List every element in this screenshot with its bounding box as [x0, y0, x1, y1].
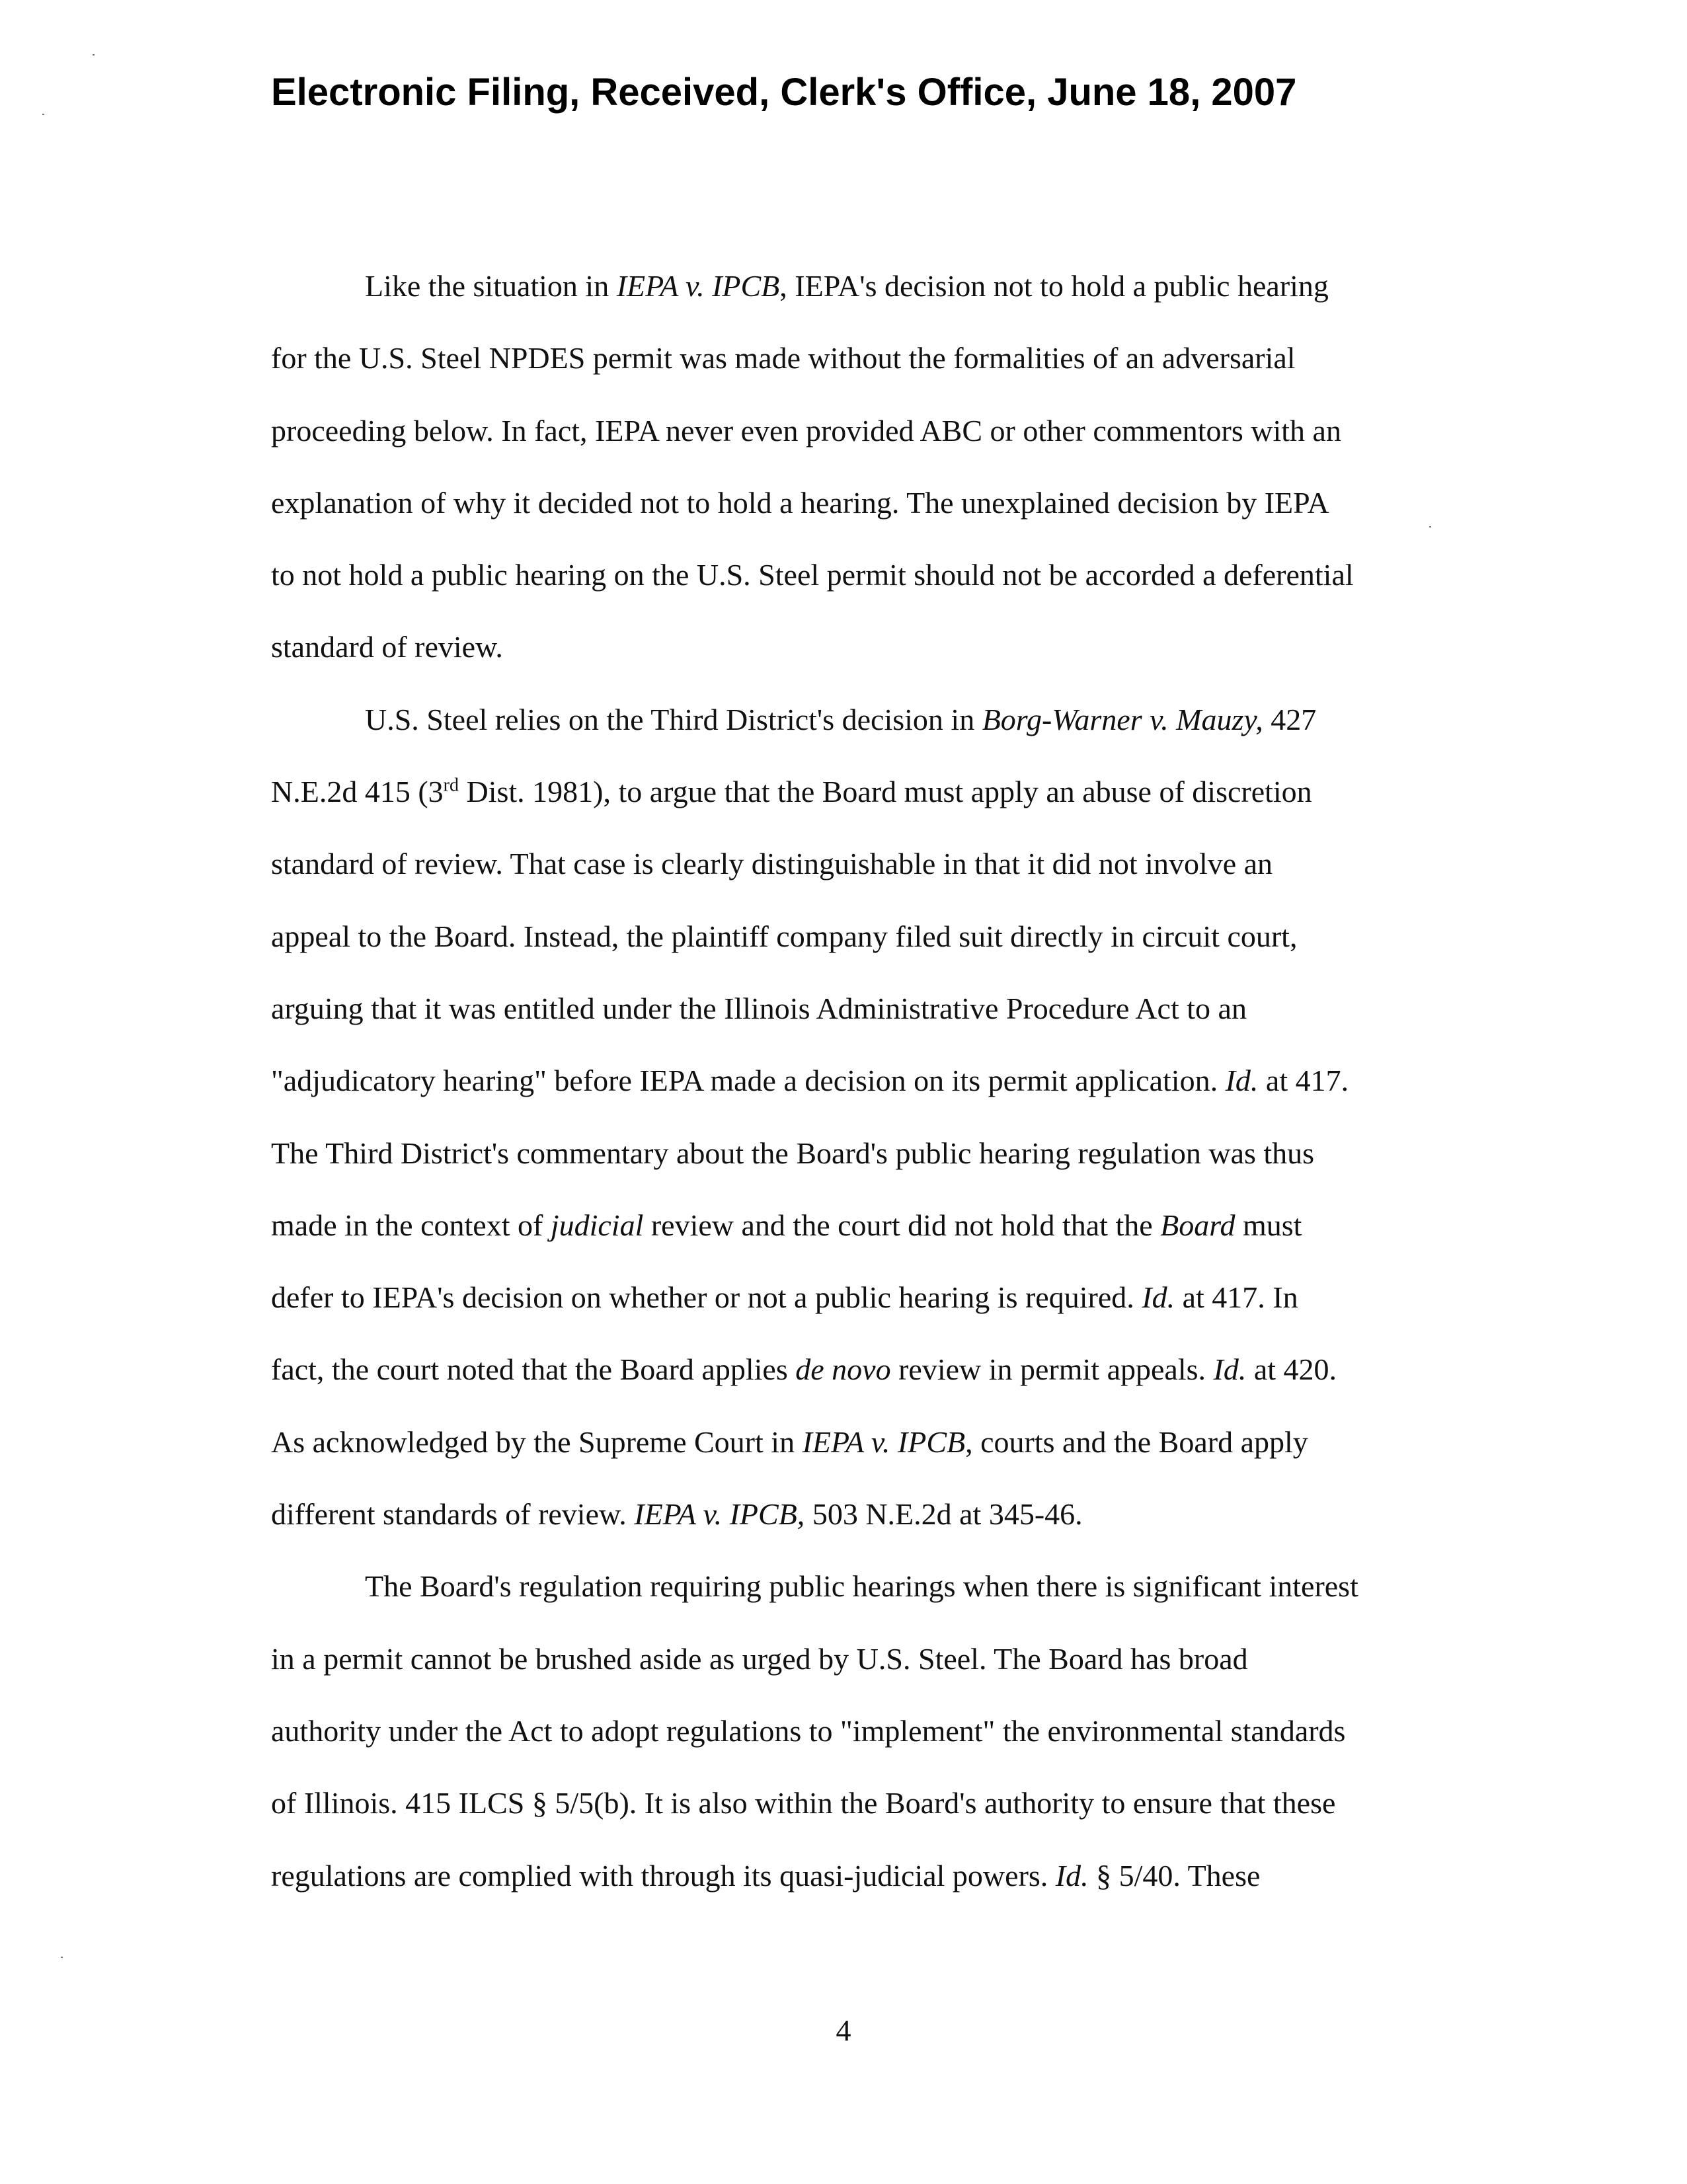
text-line: [271, 611, 1421, 683]
text-segment: review and the court did not hold that the: [643, 1208, 1161, 1242]
text-line: [271, 683, 1421, 756]
text-segment: made in the context of: [271, 1208, 551, 1242]
text-segment: 427: [1263, 702, 1317, 736]
text-segment: U.S. Steel relies on the Third District's decision in: [365, 702, 982, 736]
italic-citation: Id.: [1225, 1064, 1259, 1098]
text-line: [271, 756, 1421, 828]
text-line: [271, 1550, 1421, 1622]
text-line: [271, 1840, 1421, 1912]
text-segment: arguing that it was entitled under the Illinois Administrative Procedure Act to an: [271, 991, 1247, 1025]
text-line: [271, 1189, 1421, 1261]
text-line: [271, 467, 1421, 539]
text-line: [271, 1117, 1421, 1189]
text-segment: , courts and the Board apply: [965, 1424, 1308, 1459]
text-line: [271, 1333, 1421, 1405]
text-line: [271, 900, 1421, 972]
page-number: 4: [836, 2013, 851, 2047]
text-segment: , IEPA's decision not to hold a public hearing: [779, 269, 1329, 303]
text-segment: defer to IEPA's decision on whether or not a public hearing is required.: [271, 1280, 1142, 1315]
text-segment: explanation of why it decided not to hold a hearing. The unexplained decision by IEPA: [271, 485, 1329, 520]
text-segment: Like the situation in: [365, 269, 617, 303]
italic-citation: IEPA v. IPCB: [616, 269, 780, 303]
text-segment: of Illinois. 415 ILCS § 5/5(b). It is also within the Board's authority to ensure that these: [271, 1786, 1336, 1820]
text-segment: Dist. 1981), to argue that the Board must apply an abuse of discretion: [458, 775, 1312, 809]
text-segment: As acknowledged by the Supreme Court in: [271, 1424, 803, 1459]
ordinal-superscript: rd: [443, 775, 459, 796]
italic-citation: Board: [1160, 1208, 1236, 1242]
text-line: [271, 250, 1421, 322]
text-line: [271, 539, 1421, 611]
text-segment: The Third District's commentary about the Board's public hearing regulation was thus: [271, 1136, 1315, 1170]
scan-speck: [42, 114, 44, 115]
text-line: [271, 1695, 1421, 1767]
text-line: [271, 322, 1421, 394]
text-line: [271, 1767, 1421, 1839]
filing-stamp-header: Electronic Filing, Received, Clerk's Office, June 18, 2007: [271, 71, 1297, 114]
text-line: [271, 828, 1421, 900]
text-segment: standard of review. That case is clearly distinguishable in that it did not involve an: [271, 847, 1273, 881]
text-segment: proceeding below. In fact, IEPA never even provided ABC or other commentors with an: [271, 413, 1341, 448]
text-segment: different standards of review.: [271, 1497, 635, 1532]
text-line: [271, 1406, 1421, 1478]
text-segment: § 5/40. These: [1088, 1858, 1261, 1892]
text-segment: "adjudicatory hearing" before IEPA made a decision on its permit application.: [271, 1064, 1226, 1098]
italic-citation: Borg-Warner v. Mauzy,: [982, 702, 1263, 736]
text-segment: 503 N.E.2d at 345-46.: [804, 1497, 1083, 1532]
text-segment: review in permit appeals.: [890, 1352, 1214, 1387]
text-line: [271, 395, 1421, 467]
italic-citation: de novo: [795, 1352, 891, 1387]
text-segment: must: [1235, 1208, 1302, 1242]
scan-speck: [1429, 526, 1431, 527]
text-segment: in a permit cannot be brushed aside as urged by U.S. Steel. The Board has broad: [271, 1641, 1248, 1676]
text-line: [271, 1478, 1421, 1550]
text-line: [271, 1261, 1421, 1333]
italic-citation: Id.: [1055, 1858, 1089, 1892]
text-line: [271, 1623, 1421, 1695]
body-text: [271, 250, 1421, 1912]
scan-speck: [93, 54, 95, 56]
text-line: [271, 1044, 1421, 1116]
text-line: [271, 972, 1421, 1044]
text-segment: for the U.S. Steel NPDES permit was made without the formalities of an adversarial: [271, 341, 1296, 375]
scan-speck: [61, 1957, 63, 1958]
text-segment: regulations are complied with through its quasi-judicial powers.: [271, 1858, 1056, 1892]
text-segment: to not hold a public hearing on the U.S. Steel permit should not be accorded a deferential: [271, 558, 1354, 592]
text-segment: at 417.: [1258, 1064, 1349, 1098]
text-segment: N.E.2d 415 (3: [271, 775, 444, 809]
text-segment: appeal to the Board. Instead, the plaintiff company filed suit directly in circuit court,: [271, 919, 1298, 953]
text-segment: The Board's regulation requiring public hearings when there is significant interest: [365, 1569, 1358, 1604]
text-segment: fact, the court noted that the Board applies: [271, 1352, 796, 1387]
italic-citation: Id.: [1142, 1280, 1175, 1315]
italic-citation: judicial: [550, 1208, 644, 1242]
italic-citation: Id.: [1213, 1352, 1247, 1387]
text-segment: at 420.: [1246, 1352, 1337, 1387]
text-segment: at 417. In: [1175, 1280, 1298, 1315]
text-segment: standard of review.: [271, 630, 503, 664]
text-segment: authority under the Act to adopt regulations to "implement" the environmental standards: [271, 1713, 1346, 1748]
italic-citation: IEPA v. IPCB: [802, 1424, 966, 1459]
italic-citation: IEPA v. IPCB,: [634, 1497, 805, 1532]
